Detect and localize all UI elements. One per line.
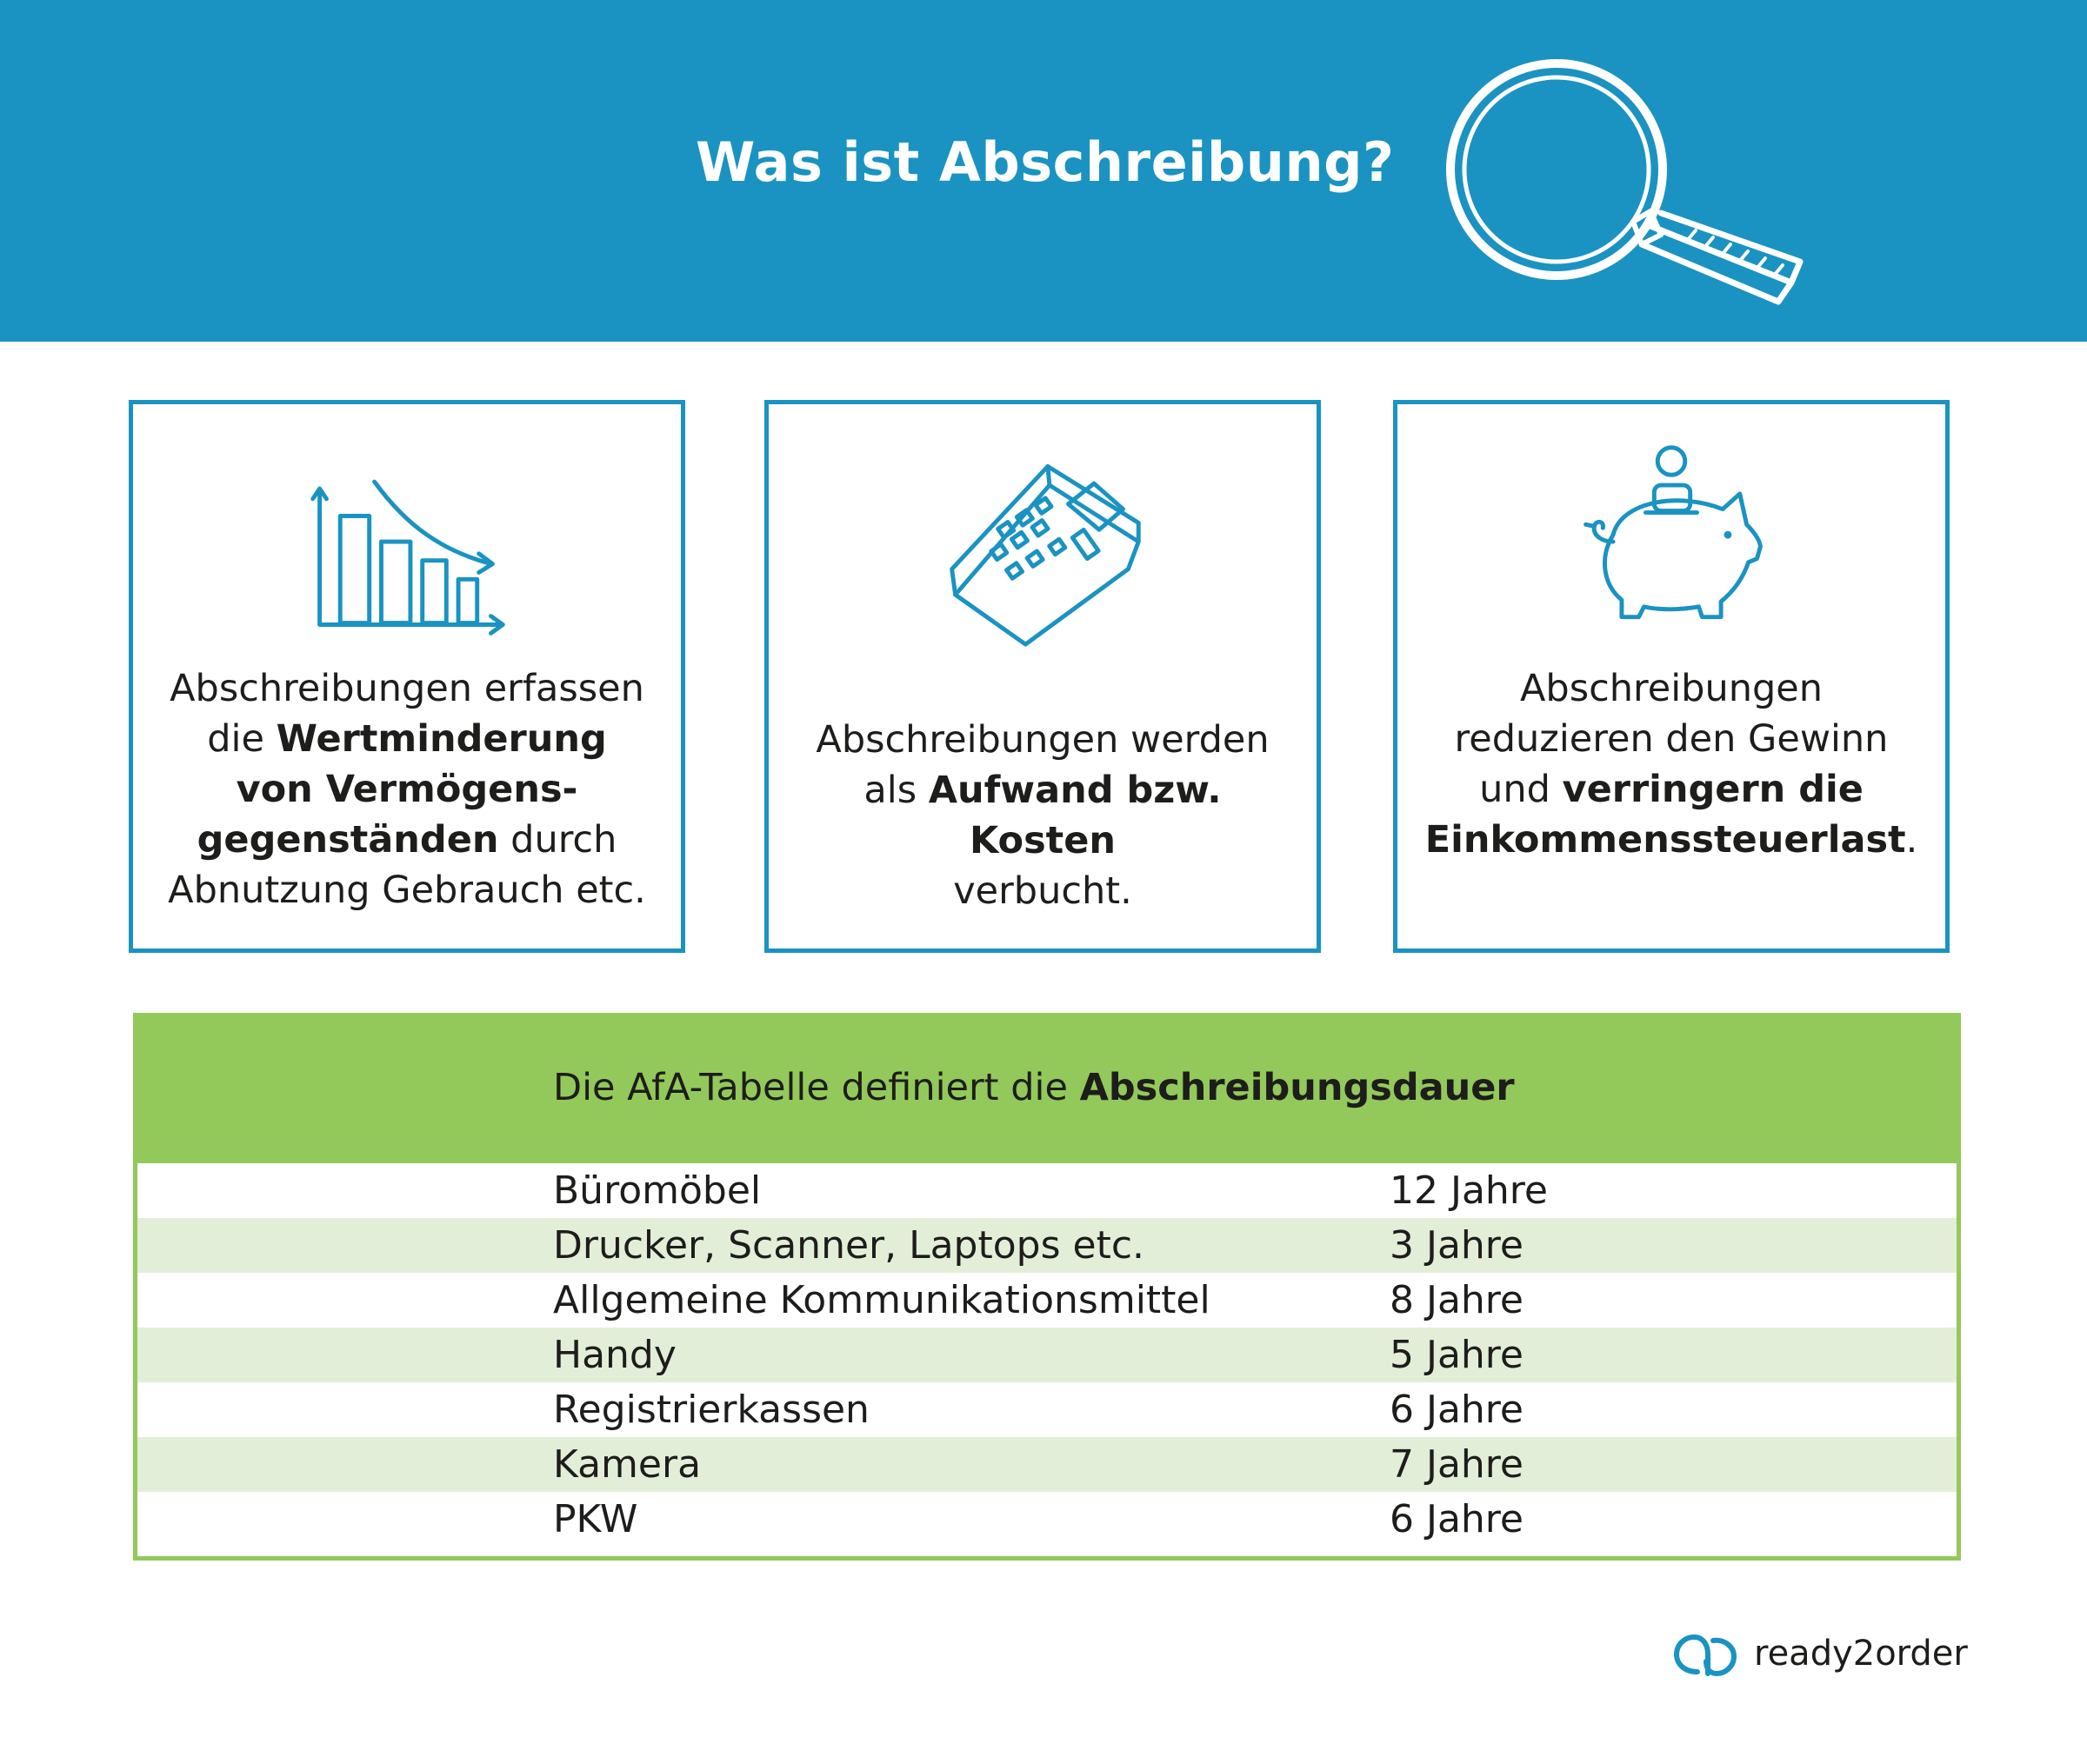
asset-name: Drucker, Scanner, Laptops etc. — [553, 1223, 1145, 1268]
card-text-line: Einkommenssteuerlast. — [1424, 818, 1918, 862]
card-text-line: Abschreibungen erfassen — [170, 667, 644, 710]
table-row — [137, 1163, 1957, 1218]
declining-bar-chart-icon — [133, 439, 681, 648]
depreciation-duration: 6 Jahre — [1390, 1497, 1524, 1541]
table-row — [137, 1273, 1957, 1328]
asset-name: Büromöbel — [553, 1168, 762, 1213]
depreciation-duration: 5 Jahre — [1390, 1333, 1524, 1377]
table-row — [137, 1218, 1957, 1273]
card-text-line: gegenständen durch — [197, 818, 617, 862]
info-card-depreciation — [129, 400, 685, 953]
depreciation-duration: 6 Jahre — [1390, 1388, 1524, 1432]
depreciation-duration: 7 Jahre — [1390, 1442, 1524, 1487]
afa-table-rows — [137, 1163, 1957, 1547]
card-text-line: Abschreibungen werden — [816, 718, 1270, 762]
card-text — [786, 715, 1299, 916]
table-row — [137, 1437, 1957, 1492]
depreciation-duration: 12 Jahre — [1390, 1168, 1548, 1213]
card-text-line: die Wertminderung — [207, 717, 607, 761]
table-row — [137, 1328, 1957, 1382]
header-banner — [0, 0, 2087, 342]
afa-table — [133, 1013, 1961, 1561]
afa-table-header — [137, 1017, 1957, 1163]
info-card-expense — [764, 400, 1321, 953]
card-text-line: Abschreibungen — [1520, 667, 1823, 710]
ready2order-logo — [1671, 1630, 1967, 1682]
ready2order-logo-icon — [1671, 1630, 1741, 1682]
card-text — [150, 663, 663, 915]
logo-text: ready2order — [1754, 1634, 1968, 1674]
asset-name: Allgemeine Kommunikationsmittel — [553, 1278, 1210, 1322]
asset-name: Registrierkassen — [553, 1388, 870, 1432]
card-text-line: reduzieren den Gewinn — [1454, 717, 1889, 761]
card-text-line: Abnutzung Gebrauch etc. — [168, 869, 646, 912]
depreciation-duration: 8 Jahre — [1390, 1278, 1524, 1322]
calculator-icon — [769, 439, 1317, 648]
afa-table-title: Die AfA-Tabelle definiert die Abschreibungsdauer — [553, 1066, 1515, 1109]
card-text-line: verbucht. — [953, 869, 1132, 913]
card-text-line: von Vermögens- — [236, 768, 578, 811]
magnifier-icon — [1426, 48, 1809, 309]
table-row — [137, 1382, 1957, 1437]
card-text-line: und verringern die — [1479, 768, 1864, 811]
piggy-bank-icon — [1397, 439, 1945, 648]
card-text-line: als Aufwand bzw. Kosten — [863, 769, 1222, 862]
asset-name: Handy — [553, 1333, 677, 1377]
info-card-tax — [1393, 400, 1950, 953]
card-text — [1415, 663, 1928, 865]
depreciation-duration: 3 Jahre — [1390, 1223, 1524, 1268]
table-row — [137, 1492, 1957, 1547]
page-title: Was ist Abschreibung? — [696, 130, 1395, 194]
asset-name: Kamera — [553, 1442, 702, 1487]
asset-name: PKW — [553, 1497, 638, 1541]
